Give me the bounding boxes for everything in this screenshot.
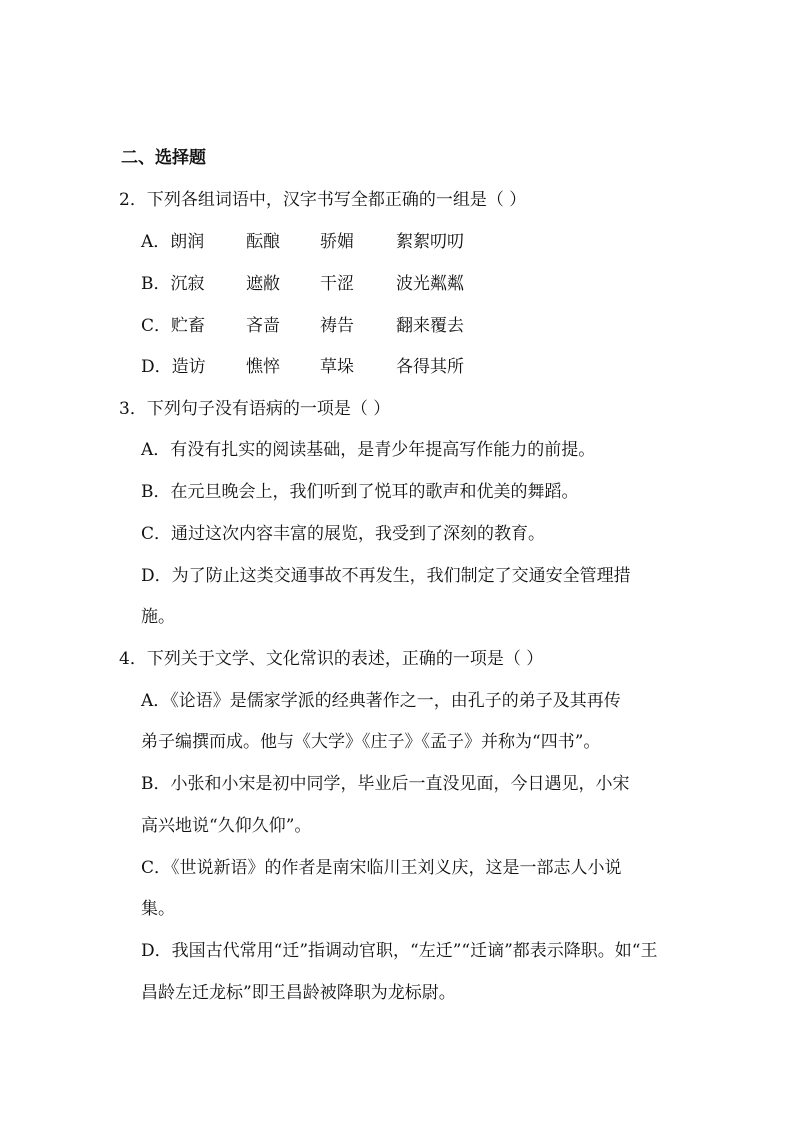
question-4-option-d-continued: 昌龄左迁龙标”即王昌龄被降职为龙标尉。	[141, 983, 456, 1003]
option-word: 翻来覆去	[396, 316, 464, 336]
option-word: 波光粼粼	[396, 274, 464, 294]
option-label-word: D．造访	[141, 357, 206, 377]
question-4-option-c-continued: 集。	[141, 899, 175, 919]
option-word: 祷告	[320, 316, 354, 336]
question-3-option-b: B．在元旦晚会上，我们听到了悦耳的歌声和优美的舞蹈。	[141, 482, 579, 502]
question-4-option-a: A．《论语》是儒家学派的经典著作之一，由孔子的弟子及其再传	[141, 691, 621, 711]
option-word: 吝啬	[246, 316, 280, 336]
option-word: 遮敝	[246, 274, 280, 294]
section-title: 二、选择题	[121, 148, 206, 168]
question-3-option-c: C．通过这次内容丰富的展览，我受到了深刻的教育。	[141, 524, 546, 544]
option-label-word: A．朗润	[141, 232, 205, 252]
option-word: 干涩	[320, 274, 354, 294]
question-4-option-a-continued: 弟子编撰而成。他与《大学》《庄子》《孟子》并称为“四书”。	[141, 732, 601, 752]
option-word: 各得其所	[396, 357, 464, 377]
question-2-stem: 2．下列各组词语中，汉字书写全都正确的一组是（ ）	[119, 190, 527, 210]
question-3-option-d: D．为了防止这类交通事故不再发生，我们制定了交通安全管理措	[141, 566, 631, 586]
question-3-option-a: A．有没有扎实的阅读基础，是青少年提高写作能力的前提。	[141, 440, 596, 460]
question-4-option-b-continued: 高兴地说“久仰久仰”。	[141, 816, 312, 836]
question-3-option-d-continued: 施。	[141, 607, 175, 627]
question-4-option-b: B．小张和小宋是初中同学，毕业后一直没见面，今日遇见，小宋	[141, 774, 630, 794]
question-4-option-d: D．我国古代常用“迁”指调动官职，“左迁”“迁谪”都表示降职。如“王	[141, 941, 658, 961]
option-word: 酝酿	[246, 232, 280, 252]
option-word: 絮絮叨叨	[396, 232, 464, 252]
question-3-stem: 3．下列句子没有语病的一项是（ ）	[119, 399, 391, 419]
question-4-option-c: C．《世说新语》的作者是南宋临川王刘义庆，这是一部志人小说	[141, 858, 622, 878]
question-4-stem: 4．下列关于文学、文化常识的表述，正确的一项是（ ）	[119, 649, 544, 669]
option-word: 骄媚	[320, 232, 354, 252]
option-word: 草垛	[320, 357, 354, 377]
option-label-word: C．贮畜	[141, 316, 206, 336]
option-word: 憔悴	[246, 357, 280, 377]
option-label-word: B．沉寂	[141, 274, 205, 294]
